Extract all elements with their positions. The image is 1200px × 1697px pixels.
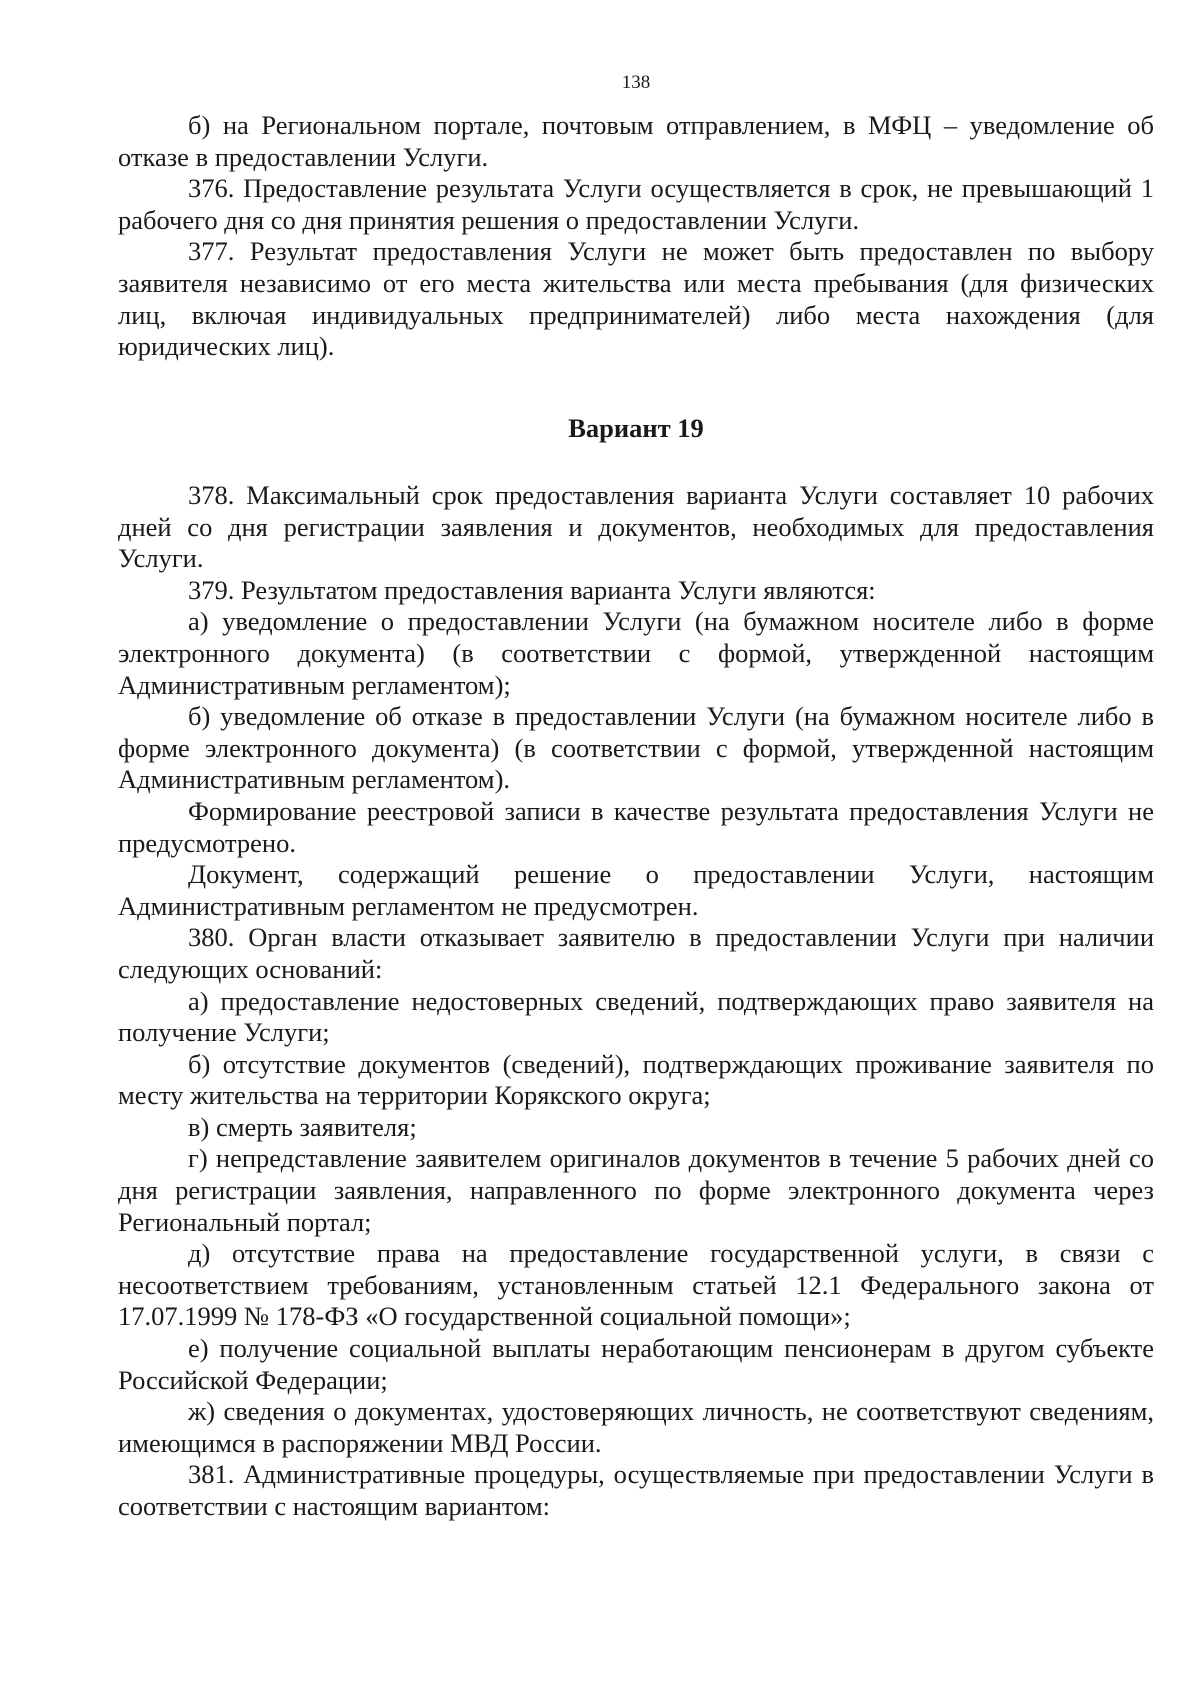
list-item: д) отсутствие права на предоставление государственной услуги, в связи с несоответствием требованиям, установленным статьей 12.1 Федерального закона от 17.07.1999 № 178-ФЗ «О государственной социальной помощи»; [118,1238,1154,1332]
list-item: а) уведомление о предоставлении Услуги (на бумажном носителе либо в форме электронного документа) (в соответствии с формой, утвержденной настоящим Административным регламентом); [118,606,1154,700]
section-heading: Вариант 19 [568,413,704,443]
list-item: г) непредставление заявителем оригиналов документов в течение 5 рабочих дней со дня регистрации заявления, направленного по форме электронного документа через Региональный портал; [118,1143,1154,1237]
paragraph: 381. Административные процедуры, осуществляемые при предоставлении Услуги в соответствии с настоящим вариантом: [118,1459,1154,1521]
list-item: а) предоставление недостоверных сведений, подтверждающих право заявителя на получение Услуги; [118,985,1154,1048]
paragraph: 380. Орган власти отказывает заявителю в предоставлении Услуги при наличии следующих оснований: [118,922,1154,984]
paragraph: б) на Региональном портале, почтовым отправлением, в МФЦ – уведомление об отказе в предоставлении Услуги. [118,110,1154,172]
section-text [118,480,1154,1523]
list-item: в) смерть заявителя; [188,1111,417,1142]
paragraph: 376. Предоставление результата Услуги осуществляется в срок, не превышающий 1 рабочего дня со дня принятия решения о предоставлении Услуги. [118,173,1154,235]
list-item: б) уведомление об отказе в предоставлении Услуги (на бумажном носителе либо в форме электронного документа) (в соответствии с формой, утвержденной настоящим Административным регламентом). [118,701,1154,795]
intro-text [118,110,1154,363]
paragraph: Формирование реестровой записи в качестве результата предоставления Услуги не предусмотрено. [118,795,1154,858]
list-item: ж) сведения о документах, удостоверяющих личность, не соответствуют сведениям, имеющимся в распоряжении МВД России. [118,1396,1154,1458]
list-item: б) отсутствие документов (сведений), подтверждающих проживание заявителя по месту жительства на территории Корякского округа; [118,1048,1154,1111]
list-item: е) получение социальной выплаты неработающим пенсионерам в другом субъекте Российской Федерации; [118,1333,1154,1395]
paragraph: 379. Результатом предоставления варианта Услуги являются: [188,574,876,605]
page-number: 138 [621,72,651,93]
paragraph: Документ, содержащий решение о предоставлении Услуги, настоящим Административным регламентом не предусмотрен. [118,859,1154,921]
section-heading-block [118,412,1154,444]
paragraph: 377. Результат предоставления Услуги не может быть предоставлен по выбору заявителя независимо от его места жительства или места пребывания (для физических лиц, включая индивидуальных предпринимателей) либо места нахождения (для юридических лиц). [118,236,1154,362]
paragraph: 378. Максимальный срок предоставления варианта Услуги составляет 10 рабочих дней со дня регистрации заявления и документов, необходимых для предоставления Услуги. [118,480,1154,574]
